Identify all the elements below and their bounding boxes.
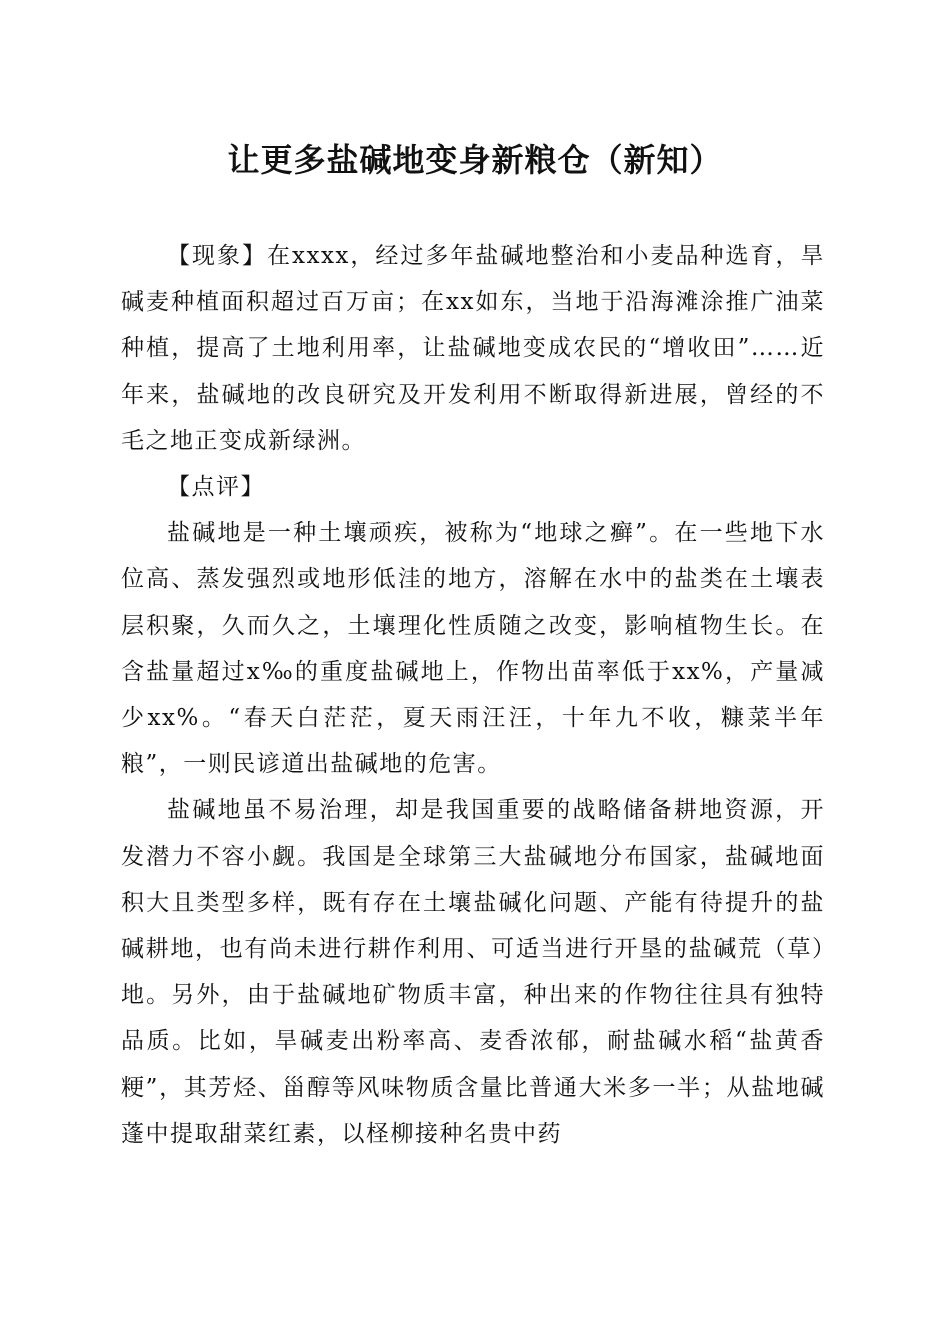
paragraph-saline-land-description: 盐碱地是一种土壤顽疾，被称为“地球之癣”。在一些地下水位高、蒸发强烈或地形低洼的地方，溶解在水中的盐类在土壤表层积聚，久而久之，土壤理化性质随之改变，影响植物生长。在含盐量超过x‰的重度盐碱地上，作物出苗率低于xx%，产量减少xx%。“春天白茫茫，夏天雨汪汪，十年九不收，糠菜半年粮”，一则民谚道出盐碱地的危害。 (121, 520, 825, 778)
document-title: 让更多盐碱地变身新粮仓（新知） (227, 141, 723, 179)
paragraph-phenomenon: 【现象】在xxxx，经过多年盐碱地整治和小麦品种选育，旱碱麦种植面积超过百万亩；在xx如东，当地于沿海滩涂推广油菜种植，提高了土地利用率，让盐碱地变成农民的“增收田”……近年来，盐碱地的改良研究及开发利用不断取得新进展，曾经的不毛之地正变成新绿洲。 (121, 243, 825, 454)
paragraph-comment-heading: 【点评】 (167, 474, 265, 501)
paragraph-saline-land-potential: 盐碱地虽不易治理，却是我国重要的战略储备耕地资源，开发潜力不容小觑。我国是全球第三大盐碱地分布国家，盐碱地面积大且类型多样，既有存在土壤盐碱化问题、产能有待提升的盐碱耕地，也有尚未进行耕作利用、可适当进行开垦的盐碱荒（草）地。另外，由于盐碱地矿物质丰富，种出来的作物往往具有独特品质。比如，旱碱麦出粉率高、麦香浓郁，耐盐碱水稻“盐黄香粳”，其芳烃、甾醇等风味物质含量比普通大米多一半；从盐地碱蓬中提取甜菜红素，以柽柳接种名贵中药 (121, 797, 825, 1147)
document-body (121, 233, 825, 1157)
